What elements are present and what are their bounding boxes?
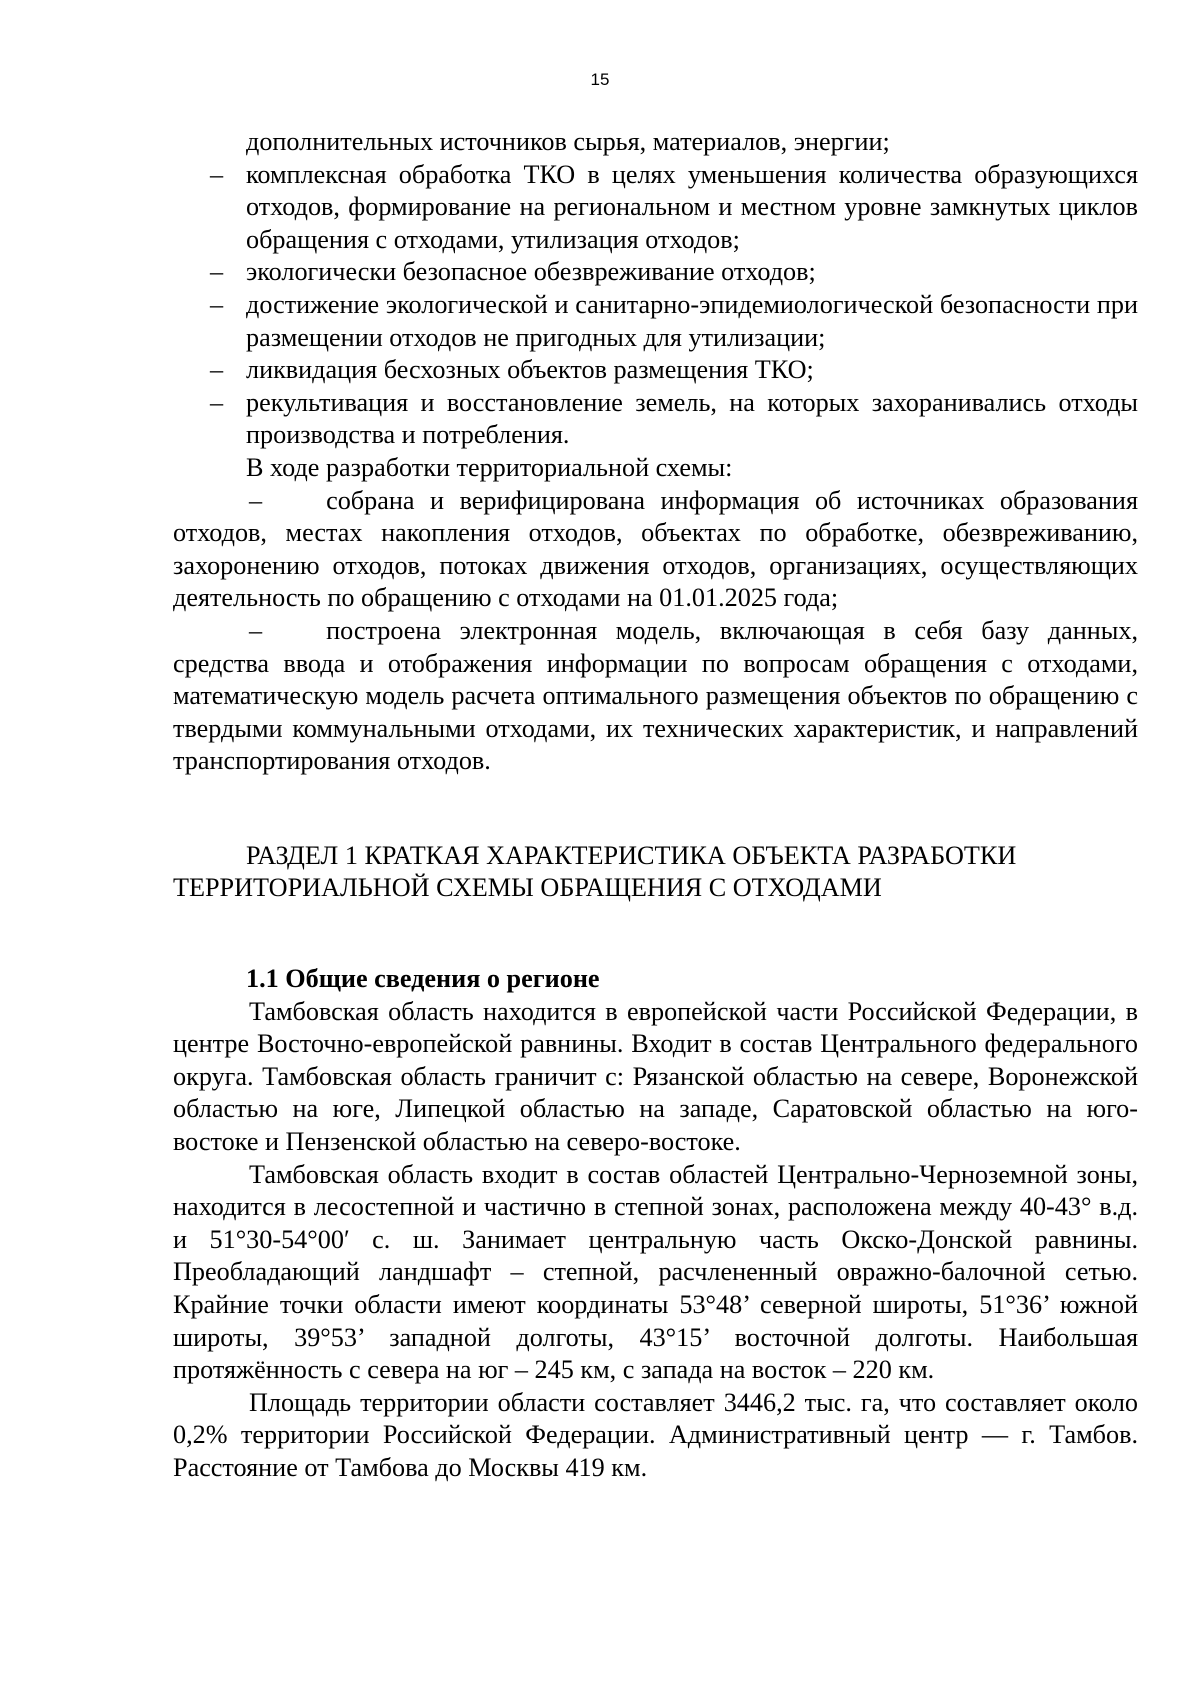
- result-item: [173, 485, 1138, 615]
- list-item-text: ликвидация бесхозных объектов размещения ТКО;: [246, 355, 814, 385]
- bullet-dash: –: [210, 257, 224, 287]
- bullet-dash: –: [249, 615, 263, 645]
- document-body: [173, 126, 1138, 1485]
- continuation-line: дополнительных источников сырья, материалов, энергии;: [246, 127, 890, 156]
- section-title-line2: ТЕРРИТОРИАЛЬНОЙ СХЕМЫ ОБРАЩЕНИЯ С ОТХОДАМИ: [173, 873, 882, 903]
- list-item: [173, 159, 1138, 257]
- intro-line: В ходе разработки территориальной схемы:: [246, 452, 733, 482]
- bullet-dash: –: [210, 289, 224, 319]
- list-item-text: достижение экологической и санитарно-эпидемиологической безопасности при размещении отходов не пригодных для утилизации;: [246, 289, 1138, 352]
- list-item: [173, 387, 1138, 452]
- bullet-dash: –: [249, 485, 263, 515]
- paragraph: Площадь территории области составляет 3446,2 тыс. га, что составляет около 0,2% территории Российской Федерации. Административный центр — г. Тамбов. Расстояние от Тамбова до Москвы 419 км.: [173, 1387, 1138, 1482]
- list-item-text: экологически безопасное обезвреживание отходов;: [246, 257, 816, 287]
- list-item-text: рекультивация и восстановление земель, на которых захоранивались отходы производства и потребления.: [246, 387, 1138, 450]
- result-text: построена электронная модель, включающая в себя базу данных, средства ввода и отображения информации по вопросам обращения с отходами, математическую модель расчета оптимального размещения объектов по обращению с твердыми коммунальными отходами, их технических характеристик, и направлений транспортирования отходов.: [173, 615, 1138, 776]
- section-title-line1: РАЗДЕЛ 1 КРАТКАЯ ХАРАКТЕРИСТИКА ОБЪЕКТА РАЗРАБОТКИ: [246, 840, 1017, 870]
- result-text: собрана и верифицирована информация об источниках образования отходов, местах накопления отходов, объектах по обработке, обезвреживанию, захоронению отходов, потоках движения отходов, организациях, осуществляющих деятельность по обращению с отходами на 01.01.2025 года;: [173, 485, 1138, 613]
- bullet-dash: –: [210, 159, 224, 189]
- objectives-list: [173, 159, 1138, 452]
- list-item-text: комплексная обработка ТКО в целях уменьшения количества образующихся отходов, формирование на региональном и местном уровне замкнутых циклов обращения с отходами, утилизация отходов;: [246, 159, 1138, 254]
- bullet-dash: –: [210, 387, 224, 417]
- list-item: [173, 289, 1138, 354]
- result-item: [173, 615, 1138, 778]
- bullet-dash: –: [210, 355, 224, 385]
- list-item: [173, 256, 1138, 289]
- page-number: 15: [590, 70, 610, 89]
- list-item: [173, 354, 1138, 387]
- paragraph: Тамбовская область входит в состав областей Центрально-Черноземной зоны, находится в лесостепной и частично в степной зонах, расположена между 40-43° в.д. и 51°30-54°00′ с. ш. Занимает центральную часть Окско-Донской равнины. Преобладающий ландшафт – степной, расчлененный овражно-балочной сетью. Крайние точки области имеют координаты 53°48’ северной широты, 51°36’ южной широты, 39°53’ западной долготы, 43°15’ восточной долготы. Наибольшая протяжённость с севера на юг – 245 км, с запада на восток – 220 км.: [173, 1159, 1138, 1385]
- section-title: [173, 840, 1138, 905]
- paragraph: Тамбовская область находится в европейской части Российской Федерации, в центре Восточно-европейской равнины. Входит в состав Центрального федерального округа. Тамбовская область граничит с: Рязанской областью на севере, Воронежской областью на юге, Липецкой областью на западе, Саратовской областью на юго-востоке и Пензенской областью на северо-востоке.: [173, 996, 1138, 1157]
- subsection-title: 1.1 Общие сведения о регионе: [246, 964, 600, 994]
